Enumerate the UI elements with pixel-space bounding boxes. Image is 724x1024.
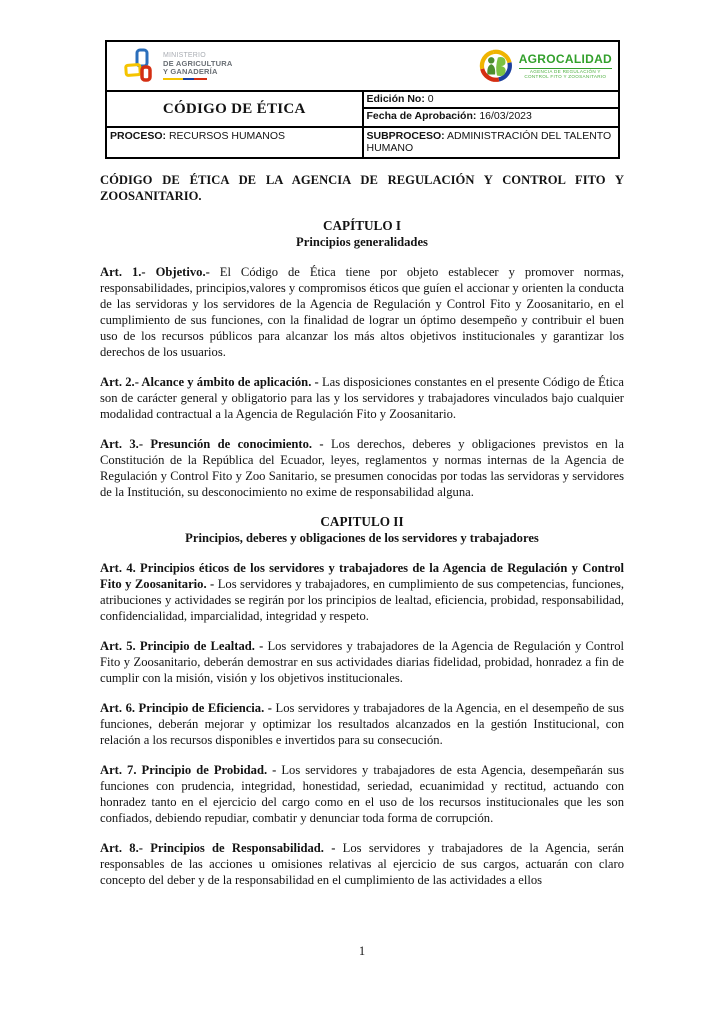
article-8-body: Los servidores y trabajadores de la Agencia, serán responsables de las acciones u omisiones relativas al ejercicio de sus cargos, actuarán con claro concepto del deber y de la responsabilidad en el cumplimiento de las actividades a ellos	[100, 841, 624, 887]
ministry-logo	[123, 48, 232, 84]
article-1-lead: Art. 1.- Objetivo.-	[100, 265, 210, 279]
edition-label: Edición No:	[366, 93, 425, 105]
document-main-title: CÓDIGO DE ÉTICA DE LA AGENCIA DE REGULACIÓN Y CONTROL FITO Y ZOOSANITARIO.	[100, 173, 624, 203]
agrocalidad-subtitle-line1: AGENCIA DE REGULACIÓN Y	[529, 68, 601, 74]
approval-date-label: Fecha de Aprobación:	[366, 110, 477, 122]
document-body	[100, 172, 624, 902]
agrocalidad-name: AGROCALIDAD	[519, 53, 612, 68]
article-5-body: Los servidores y trabajadores de la Agencia de Regulación y Control Fito y Zoosanitario, deberán demostrar en sus actividades diarias fidelidad, probidad, honradez a fin de cumplir con la misión, visión y los objetivos institucionales.	[100, 639, 624, 685]
subprocess-cell	[363, 127, 620, 158]
article-7-body: Los servidores y trabajadores de esta Agencia, desempeñarán sus funciones con prudencia, integridad, honestidad, seriedad, ecuanimidad y rectitud, actuando con honradez tanto en el ejercicio del cargo como en el uso de los recursos institucionales que les son confiados, debiendo repudiar, combatir y denunciar toda forma de corrupción.	[100, 763, 624, 825]
header-table	[105, 40, 620, 159]
subprocess-label: SUBPROCESO:	[366, 130, 445, 142]
page-number: 1	[358, 944, 366, 958]
agrocalidad-logo-icon	[477, 47, 515, 85]
chapter-1-subtitle: Principios generalidades	[296, 235, 428, 249]
chapter-2-heading	[100, 514, 624, 546]
article-8-paragraph	[100, 840, 624, 888]
ministry-line2: DE AGRICULTURA	[163, 58, 233, 68]
article-6-paragraph	[100, 700, 624, 748]
process-cell	[106, 127, 363, 158]
chapter-2-title: CAPITULO II	[320, 514, 404, 529]
article-1-paragraph	[100, 264, 624, 360]
chapter-1-title: CAPÍTULO I	[322, 218, 402, 233]
article-8-lead: Art. 8.- Principios de Responsabilidad. -	[100, 841, 336, 855]
article-6-lead: Art. 6. Principio de Eficiencia. -	[100, 701, 272, 715]
article-3-paragraph	[100, 436, 624, 500]
article-5-paragraph	[100, 638, 624, 686]
edition-approval-cell	[363, 91, 620, 127]
article-4-body: Los servidores y trabajadores, en cumplimiento de sus competencias, funciones, atribuciones y actividades se regirán por los principios de lealtad, eficiencia, probidad, responsabilidad, confidencialidad, imparcialidad, integridad y respeto.	[100, 577, 624, 623]
article-5-lead: Art. 5. Principio de Lealtad. -	[100, 639, 264, 653]
process-value: RECURSOS HUMANOS	[168, 130, 286, 142]
chapter-2-subtitle: Principios, deberes y obligaciones de los servidores y trabajadores	[185, 531, 539, 545]
ministry-line3: Y GANADERÍA	[163, 66, 218, 76]
document-title-cell: CÓDIGO DE ÉTICA	[106, 91, 363, 127]
article-4-lead: Art. 4. Principios éticos de los servidores y trabajadores de la Agencia de Regulación y Control Fito y Zoosanitario. -	[100, 561, 624, 591]
article-2-body: Las disposiciones constantes en el presente Código de Ética son de carácter general y obligatorio para las y los servidores y trabajadores vinculados bajo cualquier modalidad contractual a la Agencia de Regulación Fito y Zoosanitario.	[100, 375, 624, 421]
article-3-body: Los derechos, deberes y obligaciones previstos en la Constitución de la República del Ecuador, leyes, reglamentos y normas internas de la Agencia de Regulación y Control Fito y Zoo Sanitario, se presumen conocidas por todas las servidoras y servidores de la Institución, su desconocimiento no exime de responsabilidad alguna.	[100, 437, 624, 499]
agrocalidad-logo	[477, 47, 614, 85]
logo-row	[106, 41, 619, 91]
ministry-logo-icon	[123, 48, 159, 84]
article-2-paragraph	[100, 374, 624, 422]
edition-row	[364, 92, 619, 107]
article-7-paragraph	[100, 762, 624, 826]
article-6-body: Los servidores y trabajadores de la Agencia, en el desempeño de sus funciones, deberán mejorar y optimizar los resultados alcanzados en la gestión Institucional, con relación a los recursos disponibles e invertidos para su consecución.	[100, 701, 624, 747]
approval-date-value: 16/03/2023	[479, 110, 532, 122]
article-3-lead: Art. 3.- Presunción de conocimiento. -	[100, 437, 324, 451]
chapter-1-heading	[100, 218, 624, 250]
article-2-lead: Art. 2.- Alcance y ámbito de aplicación. -	[100, 375, 319, 389]
article-1-body: El Código de Ética tiene por objeto establecer y promover normas, responsabilidades, principios,valores y compromisos éticos que guíen el accionar y orienten la conducta de las servidoras y los servidores de la Agencia de Regulación y Control Fito y Zoosanitario, en el cumplimiento de sus funciones, con la finalidad de lograr un óptimo desempeño y contribuir el buen uso de los recursos públicos para alcanzar los más altos objetivos institucionales y garantizar los derechos de los usuarios.	[100, 265, 624, 359]
ministry-flag-underline	[163, 78, 207, 80]
subprocess-value: ADMINISTRACIÓN DEL TALENTO HUMANO	[366, 130, 612, 154]
article-4-paragraph	[100, 560, 624, 624]
ministry-line1: MINISTERIO	[163, 52, 206, 60]
approval-date-row	[364, 107, 619, 124]
agrocalidad-subtitle-line2: CONTROL FITO Y ZOOSANITARIO	[524, 73, 607, 79]
edition-value: 0	[427, 93, 434, 105]
agrocalidad-logo-text	[519, 53, 612, 78]
ministry-logo-text	[163, 52, 232, 79]
article-7-lead: Art. 7. Principio de Probidad. -	[100, 763, 277, 777]
process-label: PROCESO:	[110, 130, 167, 142]
